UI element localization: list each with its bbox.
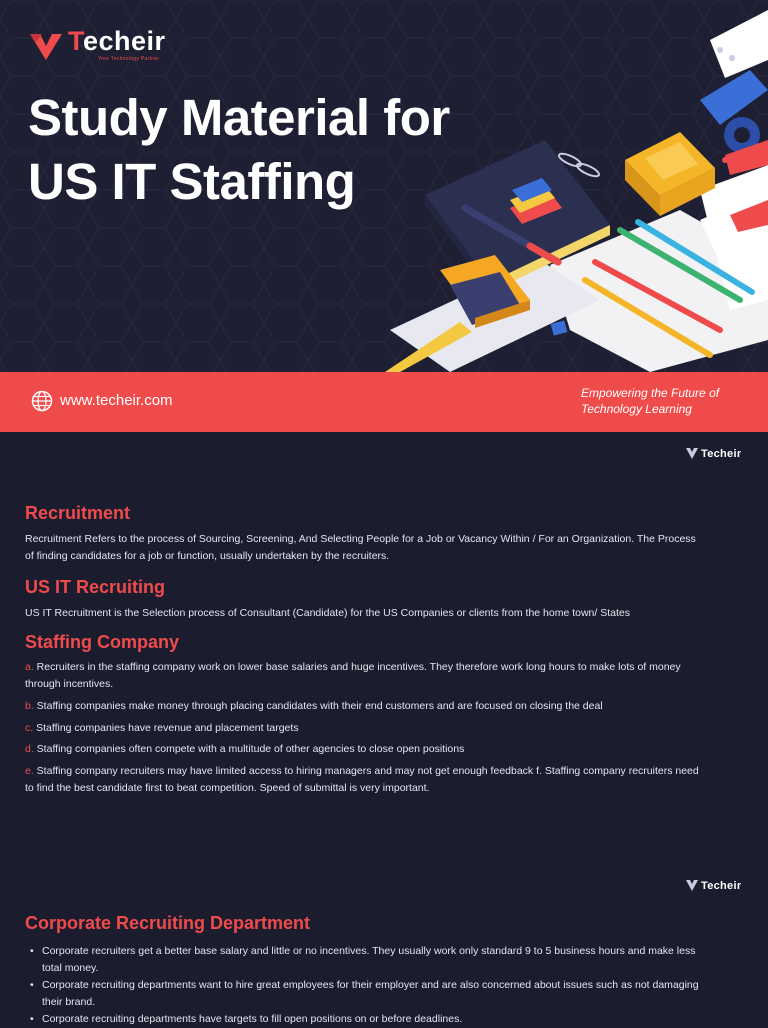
corporate-bullet-list [25, 943, 715, 1028]
recruitment-text: Recruitment Refers to the process of Sourcing, Screening, And Selecting People for a Job or Vacancy Within / For an Organization. The Process of finding candidates for a job or function, usually undertaken by the recruiters. [25, 533, 696, 562]
heading-recruitment: Recruitment [25, 503, 131, 523]
page-title: Study Material for US IT Staffing [28, 89, 450, 210]
heading-staffing-company: Staffing Company [25, 632, 180, 652]
staffing-item-c: c. Staffing companies have revenue and placement targets [25, 722, 299, 734]
hero-banner [0, 0, 768, 372]
techeir-logo-icon [686, 447, 698, 460]
us-it-text: US IT Recruitment is the Selection process of Consultant (Candidate) for the US Companies or clients from the home town/ States [25, 607, 631, 619]
page-logo: Techeir [686, 879, 741, 892]
list-item: • Corporate recruiting departments want to hire great employees for their employer and are also concerned about issues such as not damaging their brand. [30, 979, 699, 1008]
brand-logo[interactable] [28, 28, 166, 62]
staffing-item-d: d. Staffing companies often compete with a multitude of other agencies to close open positions [25, 743, 465, 755]
staffing-item-e: e. Staffing company recruiters may have limited access to hiring managers and may not get enough feedback f. Staffing company recruiters need to find the best candidate first to beat competition. Speed of submittal is very important. [25, 765, 699, 794]
heading-corporate-recruiting: Corporate Recruiting Department [25, 913, 311, 933]
stationery-illustration [380, 0, 768, 372]
list-item: • Corporate recruiting departments have targets to fill open positions on or before deadlines. [30, 1013, 463, 1025]
techeir-logo-icon [28, 28, 64, 62]
list-item: • Corporate recruiters get a better base salary and little or no incentives. They usually work only standard 9 to 5 business hours and make less total money. [30, 945, 696, 974]
brand-name: Techeir [68, 26, 166, 56]
brand-tagline: Your Technology Partner [98, 56, 160, 62]
website-link[interactable]: www.techeir.com [60, 392, 173, 409]
globe-icon [31, 390, 53, 412]
band-tagline: Empowering the Future of Technology Learning [581, 386, 720, 416]
page-logo: Techeir [686, 447, 741, 460]
techeir-logo-icon [686, 879, 698, 892]
staffing-item-b: b. Staffing companies make money through placing candidates with their end customers and are focused on closing the deal [25, 700, 603, 712]
staffing-item-a: a. Recruiters in the staffing company work on lower base salaries and huge incentives. They therefore work long hours to make lots of money through incentives. [25, 661, 681, 690]
heading-us-it-recruiting: US IT Recruiting [25, 577, 166, 597]
